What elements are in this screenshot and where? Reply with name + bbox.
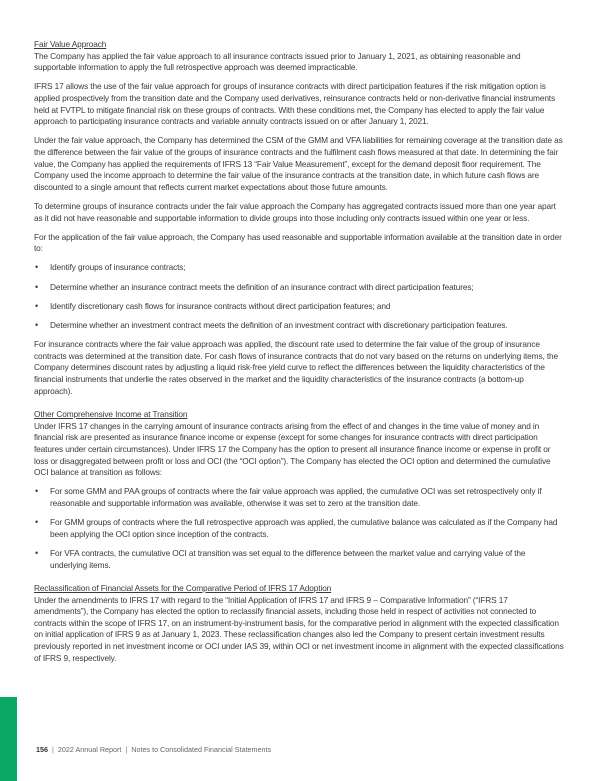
list-item: • Determine whether an insurance contract meets the definition of an insurance contract with direct participation features; [34, 282, 564, 294]
section-title: Notes to Consolidated Financial Statements [131, 745, 272, 754]
list-item: • Identify groups of insurance contracts; [34, 262, 564, 274]
list-item: • Identify discretionary cash flows for insurance contracts without direct participation features; and [34, 301, 564, 313]
list-item: • Determine whether an investment contract meets the definition of an investment contract with discretionary participation features. [34, 320, 564, 332]
paragraph: IFRS 17 allows the use of the fair value approach for groups of insurance contracts with direct participation features if the risk mitigation option is applied prospectively from the transition date and the Company used derivatives, reinsurance contracts held or non-derivative financial instruments held at FVTPL to mitigate financial risk on these groups of contracts. With these conditions met, the Company has elected to apply the fair value approach to participating insurance contracts and variable annuity contracts issued on or after January 1, 2021. [34, 81, 556, 127]
footer-separator: | [52, 745, 54, 754]
page-footer [36, 745, 271, 754]
section-reclassification [34, 583, 564, 664]
list-item: • For some GMM and PAA groups of contracts where the fair value approach was applied, the cumulative OCI was set retrospectively only if reasonable and supportable information was available, otherwise it was set to zero at the transition date. [34, 486, 564, 509]
list-item: • For GMM groups of contracts where the full retrospective approach was applied, the cumulative balance was calculated as if the Company had been applying the OCI option since inception of the contracts. [34, 517, 564, 540]
paragraph: Under the amendments to IFRS 17 with regard to the “Initial Application of IFRS 17 and IFRS 9 – Comparative Information” (“IFRS 17 amendments”), the Company has elected the option to reclassify financial assets, including those held in respect of activities not connected to contracts within the scope of IFRS 17, on an instrument-by-instrument basis, for the comparative period in alignment with the expected classification on initial application of IFRS 9 as at January 1, 2023. These reclassification changes also led the Company to present certain investment results previously reported in net investment income or OCI under IAS 39, within OCI or net investment income in alignment with the expected classifications of IFRS 9, respectively. [34, 594, 564, 663]
accent-side-bar [0, 697, 17, 781]
section-heading: Reclassification of Financial Assets for the Comparative Period of IFRS 17 Adoption [34, 583, 332, 594]
bullet-list [34, 262, 564, 331]
list-item: • For VFA contracts, the cumulative OCI at transition was set equal to the difference between the market value and carrying value of the underlying items. [34, 548, 564, 571]
bullet-list [34, 486, 564, 571]
page-number: 156 [36, 745, 48, 754]
section-heading: Other Comprehensive Income at Transition [34, 409, 188, 420]
paragraph: For insurance contracts where the fair value approach was applied, the discount rate used to determine the fair value of the group of insurance contracts was determined at the transition date. For cash flows of insurance contracts that do not vary based on the returns on underlying items, the Company determines discount rates by adjusting a liquid risk-free yield curve to reflect the differences between the liquidity characteristics of the financial instruments that underlie the rates observed in the market and the liquidity characteristics of the insurance contracts (a bottom-up approach). [34, 339, 559, 396]
footer-separator: | [125, 745, 128, 754]
paragraph: Under IFRS 17 changes in the carrying amount of insurance contracts arising from the effect of and changes in the time value of money and in financial risk are presented as insurance finance income or expense (except for some changes for insurance contracts with direct participation features under certain circumstances). Under IFRS 17 the Company has the option to present all insurance finance income or expense in profit or loss or disaggregated between profit or loss and OCI (the “OCI option”). The Company has elected the OCI option and determined the cumulative OCI balance at transition as follows: [34, 420, 551, 478]
document-page [34, 39, 564, 672]
section-heading: Fair Value Approach [34, 39, 107, 49]
paragraph: Under the fair value approach, the Company has determined the CSM of the GMM and VFA liabilities for remaining coverage at the transition date as the difference between the fair value of the groups of insurance contracts and the fulfilment cash flows measured at that date. In determining the fair value, the Company has applied the requirements of IFRS 13 “Fair Value Measurement”, except for the demand deposit floor requirement. The Company used the income approach to determine the fair value of the insurance contracts at the transition date, in which future cash flows are discounted to a single amount that reflects current market expectations about those future amounts. [34, 135, 563, 192]
section-oci-at-transition [34, 409, 564, 571]
report-title: 2022 Annual Report [57, 745, 122, 754]
paragraph: The Company has applied the fair value approach to all insurance contracts issued prior to January 1, 2021, as obtaining reasonable and supportable information to apply the full retrospective approach was deemed impracticable. [34, 50, 521, 73]
paragraph: To determine groups of insurance contracts under the fair value approach the Company has aggregated contracts issued more than one year apart as it did not have reasonable and supportable information to divide groups into those including only contracts issued within one year or less. [34, 200, 556, 223]
section-fair-value-approach [34, 39, 564, 397]
paragraph: For the application of the fair value approach, the Company has used reasonable and supportable information available at the transition date in order to: [34, 231, 562, 254]
